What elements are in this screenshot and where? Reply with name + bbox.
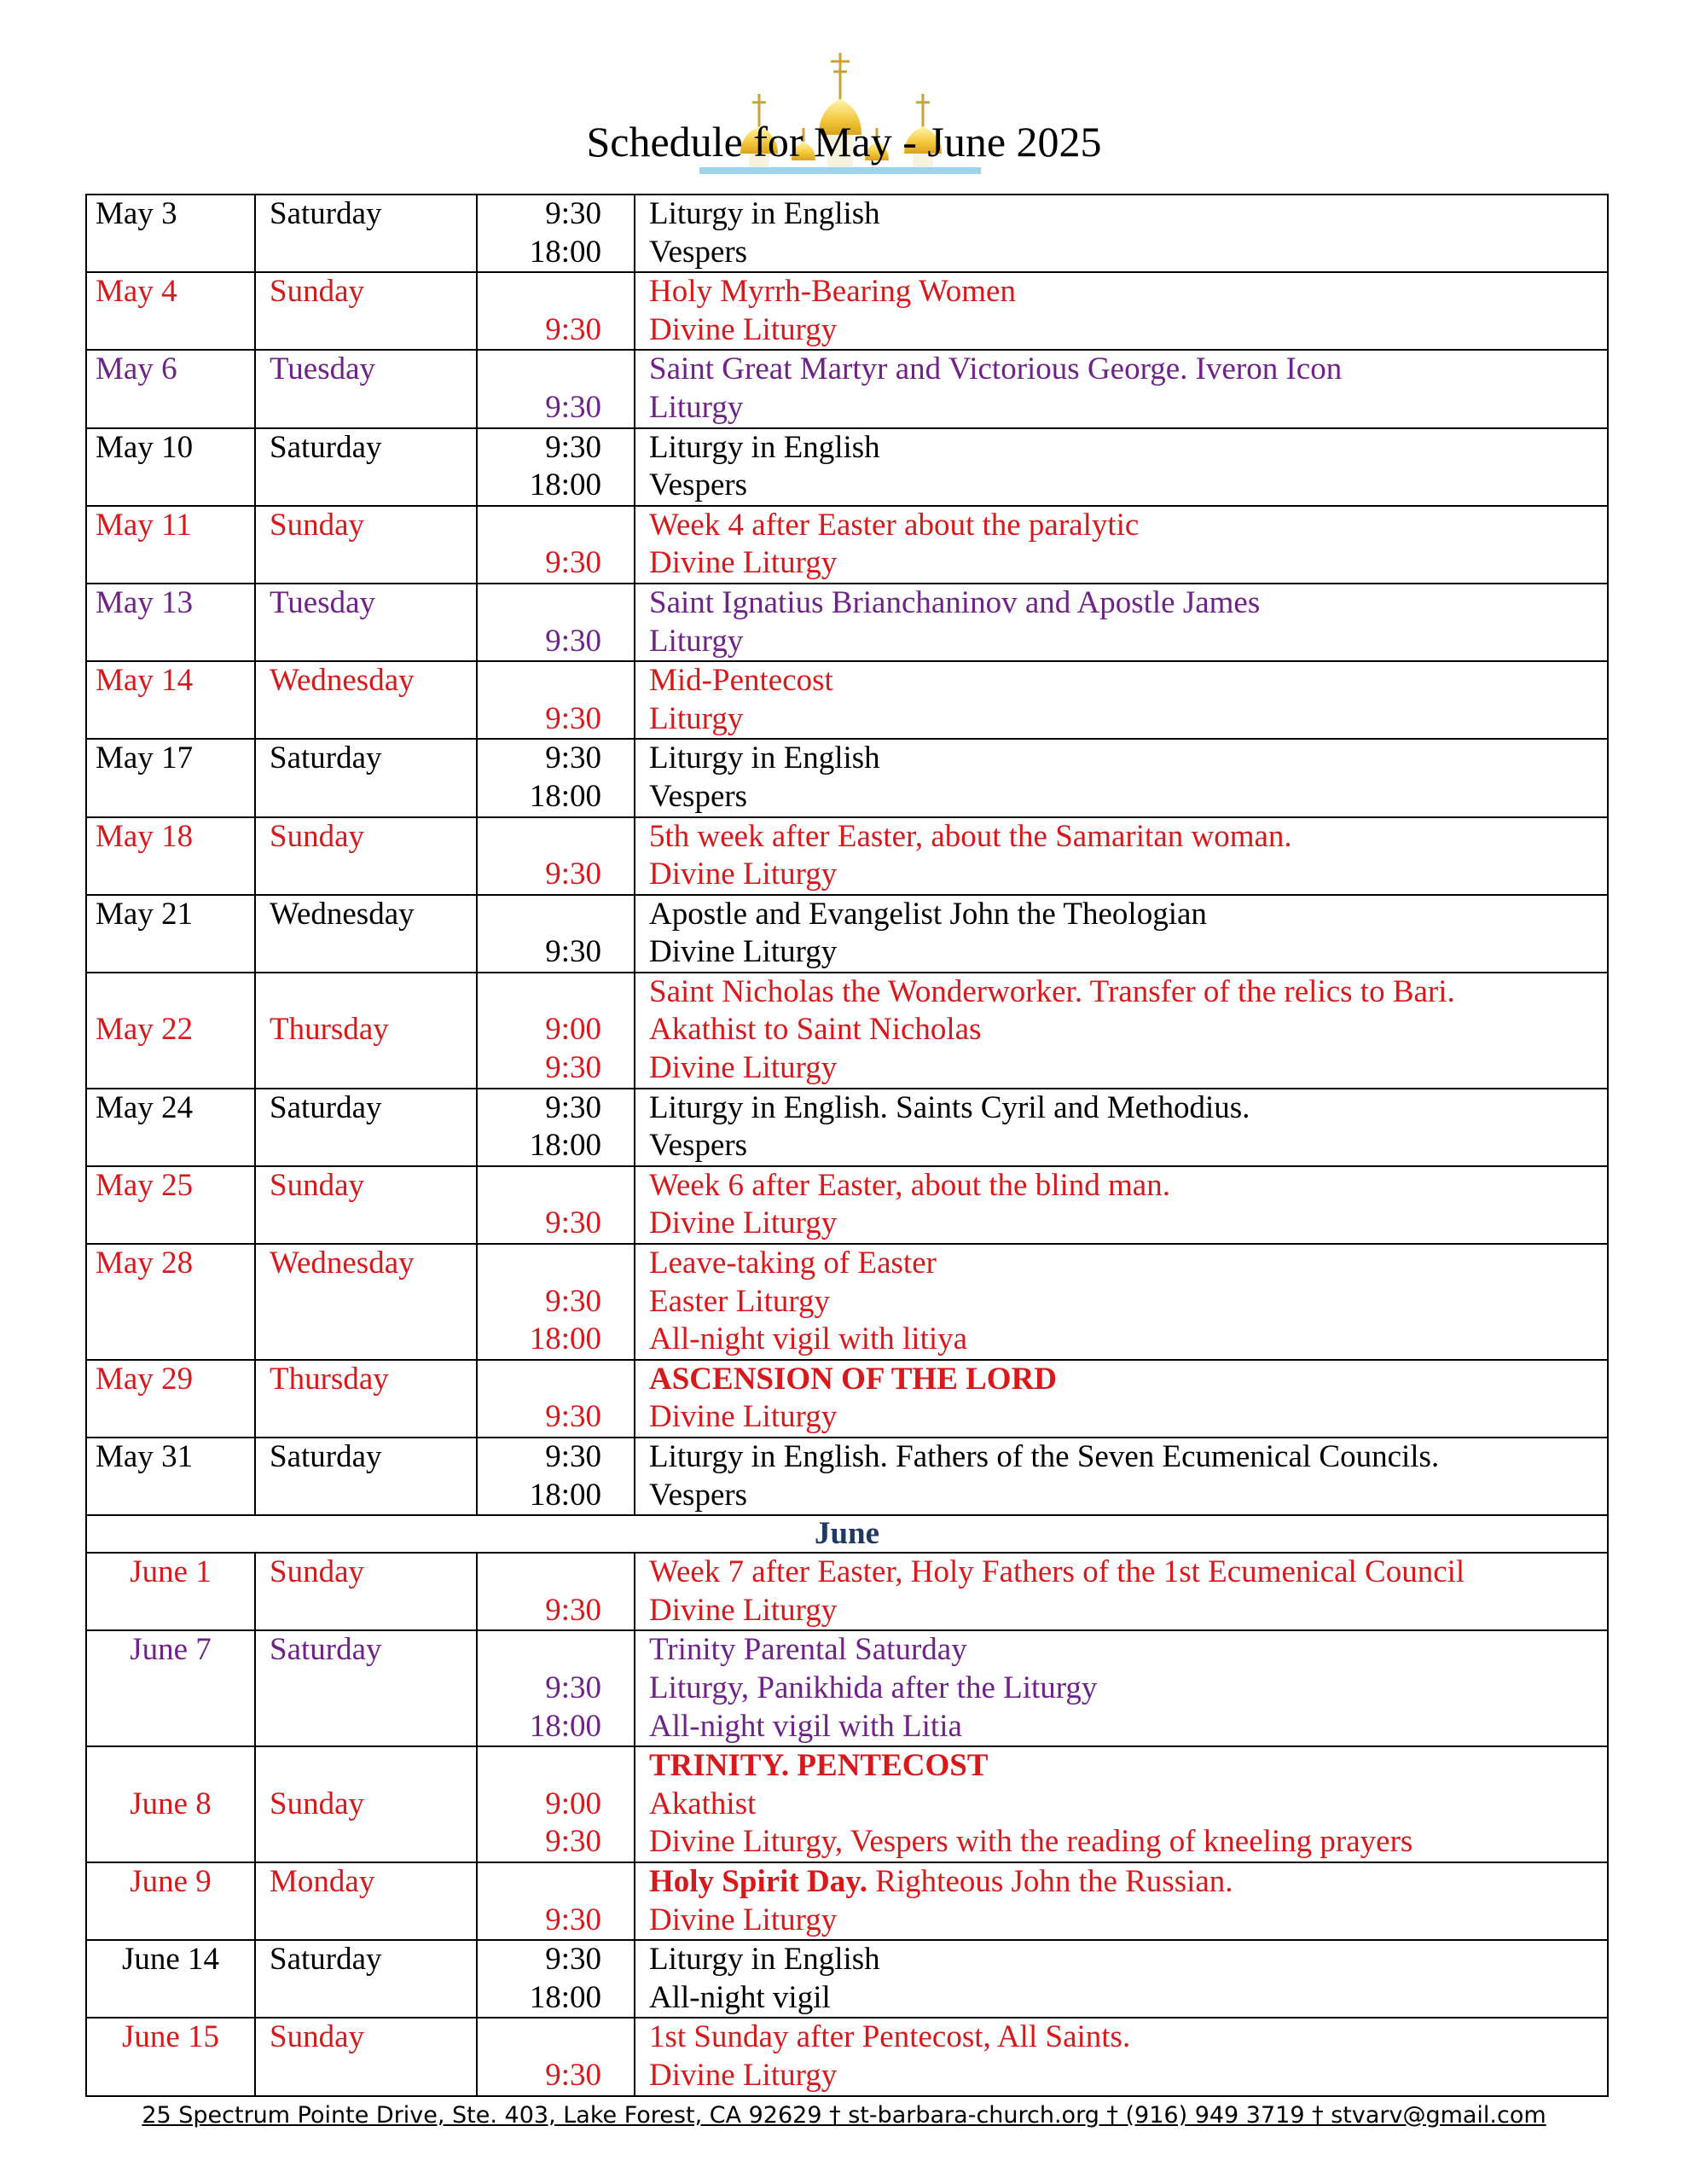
event-date: June 8 [130,1786,212,1821]
event-weekday-cell [255,1089,477,1166]
event-text: 5th week after Easter, about the Samaritan woman. [649,818,1292,854]
event-weekday-cell [255,350,477,427]
footer-contact: 25 Spectrum Pointe Drive, Ste. 403, Lake Forest, CA 92629 † st-barbara-church.org † (916) 949 3719 † stvarv@gmail.com [142,2102,1546,2129]
event-line [649,544,1607,583]
event-times-cell [477,817,635,895]
event-line [649,973,1607,1012]
event-times-cell [477,584,635,661]
event-weekday: Thursday [270,1361,389,1397]
event-text: Divine Liturgy, Vespers with the reading of kneeling prayers [649,1824,1413,1860]
event-line [649,1863,1607,1902]
event-times-cell [477,350,635,427]
event-line [649,1631,1607,1670]
schedule-row [86,739,1608,816]
event-times-cell [477,2018,635,2095]
event-time: 9:30 [545,1670,601,1705]
event-details-cell [635,584,1608,661]
event-line [649,273,1607,311]
event-date-cell [86,1244,255,1360]
event-weekday: Saturday [270,741,382,776]
event-time: 9:30 [545,196,601,231]
event-details-cell [635,1746,1608,1862]
page-title: Schedule for May - June 2025 [586,118,1102,166]
event-date: May 10 [96,429,194,465]
event-time: 9:30 [545,429,601,465]
event-date-cell [86,895,255,973]
event-line [649,1011,1607,1049]
event-line [649,662,1607,700]
event-text: Mid-Pentecost [649,663,833,699]
event-text: Liturgy [649,623,744,659]
event-text: Divine Liturgy [649,1902,838,1937]
schedule-row [86,661,1608,739]
event-times-cell [477,1553,635,1630]
event-time: 9:30 [545,1050,601,1086]
schedule-row [86,1166,1608,1244]
event-line [649,1708,1607,1746]
event-text: Vespers [649,234,748,270]
event-weekday-cell [255,2018,477,2095]
event-date-cell [86,428,255,506]
event-details-cell [635,1553,1608,1630]
event-details-cell [635,973,1608,1089]
schedule-row [86,2018,1608,2095]
event-times-cell [477,428,635,506]
event-weekday: Saturday [270,429,382,465]
event-text: Saint Great Martyr and Victorious George. Iveron Icon [649,351,1343,387]
event-line [649,1979,1607,2018]
event-times-cell [477,661,635,739]
event-weekday: Saturday [270,1942,382,1978]
event-line [649,856,1607,894]
event-times-cell [477,1630,635,1746]
event-line [649,740,1607,778]
event-date: June 1 [130,1554,212,1590]
event-line [649,1477,1607,1515]
event-weekday: Sunday [270,1786,364,1821]
event-weekday: Sunday [270,818,364,854]
event-time: 18:00 [529,1128,601,1164]
event-text: Vespers [649,1128,748,1164]
event-text: Liturgy in English [649,741,880,776]
event-line [649,1438,1607,1477]
event-date: May 4 [96,274,177,310]
event-text: Holy Myrrh-Bearing Women [649,274,1016,310]
event-time: 9:30 [545,1824,601,1860]
event-times-cell [477,1166,635,1244]
event-line [649,311,1607,350]
event-date-cell [86,272,255,350]
event-text: Divine Liturgy [649,545,838,581]
event-details-cell [635,661,1608,739]
event-times-cell [477,272,635,350]
event-text: Saint Ignatius Brianchaninov and Apostle James [649,584,1261,620]
schedule-row [86,1438,1608,1515]
event-text: Divine Liturgy [649,1592,838,1628]
schedule-row [86,428,1608,506]
event-date: May 29 [96,1361,194,1397]
event-details-cell [635,1940,1608,2018]
event-text: Easter Liturgy [649,1283,831,1319]
event-date-cell [86,350,255,427]
event-line [649,2057,1607,2095]
event-details-cell [635,2018,1608,2095]
month-heading: June [86,1515,1608,1553]
event-text: Divine Liturgy [649,2057,838,2093]
schedule-row [86,1244,1608,1360]
event-text: Divine Liturgy [649,311,838,347]
event-details-cell [635,272,1608,350]
event-time: 18:00 [529,778,601,814]
event-time: 9:30 [545,389,601,425]
event-times-cell [477,895,635,973]
event-text: Liturgy [649,389,744,425]
event-text: Divine Liturgy [649,1399,838,1435]
schedule-row [86,1360,1608,1438]
event-date-cell [86,1438,255,1515]
event-text: Liturgy in English [649,1942,880,1978]
event-line [649,1283,1607,1321]
event-line [649,234,1607,272]
event-date-cell [86,973,255,1089]
event-text: Saint Nicholas the Wonderworker. Transfer of the relics to Bari. [649,973,1455,1009]
event-date-cell [86,1630,255,1746]
event-weekday: Wednesday [270,1246,415,1281]
event-date: May 13 [96,584,194,620]
event-line [649,1554,1607,1592]
event-line [649,467,1607,505]
event-details-cell [635,895,1608,973]
event-time: 9:30 [545,1089,601,1125]
event-times-cell [477,1244,635,1360]
event-weekday: Sunday [270,1167,364,1203]
event-date-cell [86,195,255,272]
event-date-cell [86,1746,255,1862]
event-times-cell [477,1940,635,2018]
event-times-cell [477,1438,635,1515]
event-weekday-cell [255,661,477,739]
event-time: 9:30 [545,1283,601,1319]
event-date: May 11 [96,507,192,543]
schedule-row [86,506,1608,584]
event-text: Vespers [649,778,748,814]
event-time: 9:30 [545,1592,601,1628]
event-line [649,1205,1607,1243]
event-weekday-cell [255,1746,477,1862]
event-weekday-cell [255,739,477,816]
event-details-cell [635,1166,1608,1244]
event-time: 9:30 [545,700,601,736]
event-weekday: Wednesday [270,663,415,699]
schedule-row [86,195,1608,272]
event-date-cell [86,1553,255,1630]
event-line [649,1592,1607,1630]
event-details-cell [635,817,1608,895]
event-time: 18:00 [529,1321,601,1357]
event-time: 9:30 [545,1902,601,1937]
event-times-cell [477,1089,635,1166]
event-weekday-cell [255,817,477,895]
event-details-cell [635,739,1608,816]
event-text: Liturgy in English [649,429,880,465]
schedule-row [86,1746,1608,1862]
event-date: May 17 [96,741,194,776]
event-time: 9:30 [545,1439,601,1474]
event-highlight: ASCENSION OF THE LORD [649,1361,1058,1397]
event-line [649,1670,1607,1708]
event-date-cell [86,817,255,895]
event-line [649,1361,1607,1399]
event-weekday: Sunday [270,2019,364,2055]
event-text: Divine Liturgy [649,857,838,892]
schedule-row [86,272,1608,350]
event-weekday-cell [255,1630,477,1746]
event-date: May 18 [96,818,194,854]
event-weekday: Thursday [270,1012,389,1048]
event-line [649,1049,1607,1088]
event-text: Trinity Parental Saturday [649,1632,967,1668]
event-line [649,623,1607,661]
event-text: Divine Liturgy [649,1205,838,1241]
event-time: 9:30 [545,857,601,892]
event-date: June 15 [121,2019,220,2055]
event-date: June 9 [130,1863,212,1899]
event-date: May 14 [96,663,194,699]
event-date: June 7 [130,1632,212,1668]
event-line [649,1398,1607,1437]
event-date: May 31 [96,1439,194,1474]
event-details-cell [635,1244,1608,1360]
event-date-cell [86,1862,255,1940]
event-times-cell [477,1862,635,1940]
event-line [649,933,1607,972]
event-date-cell [86,1166,255,1244]
event-text: All-night vigil [649,1979,831,2015]
event-time: 9:30 [545,1205,601,1241]
event-text: Leave-taking of Easter [649,1246,937,1281]
event-details-cell [635,350,1608,427]
schedule-row [86,1630,1608,1746]
event-line [649,429,1607,468]
schedule-row [86,350,1608,427]
event-line [649,195,1607,234]
event-details-cell [635,1862,1608,1940]
event-text: Liturgy in English [649,196,880,231]
event-text: Liturgy [649,700,744,736]
event-weekday-cell [255,1438,477,1515]
event-weekday: Tuesday [270,584,376,620]
event-date-cell [86,584,255,661]
event-text: Vespers [649,1477,748,1513]
event-line [649,1941,1607,1979]
event-text: 1st Sunday after Pentecost, All Saints. [649,2019,1131,2055]
event-weekday-cell [255,1553,477,1630]
event-details-cell [635,1438,1608,1515]
event-time: 18:00 [529,1979,601,2015]
event-weekday-cell [255,1940,477,2018]
event-times-cell [477,739,635,816]
event-details-cell [635,1089,1608,1166]
event-times-cell [477,506,635,584]
event-text: Liturgy in English. Saints Cyril and Methodius. [649,1089,1250,1125]
event-weekday: Saturday [270,196,382,231]
event-weekday: Tuesday [270,351,376,387]
event-time: 9:30 [545,311,601,347]
event-line [649,507,1607,545]
event-time: 9:00 [545,1012,601,1048]
event-details-cell [635,1630,1608,1746]
event-time: 18:00 [529,1477,601,1513]
event-line [649,778,1607,816]
event-date: May 28 [96,1246,194,1281]
event-time: 9:30 [545,934,601,970]
event-date-cell [86,661,255,739]
event-text: Vespers [649,468,748,503]
event-time: 9:30 [545,545,601,581]
event-date: May 24 [96,1089,194,1125]
event-date-cell [86,739,255,816]
month-heading-row [86,1515,1608,1553]
event-weekday-cell [255,584,477,661]
event-details-cell [635,506,1608,584]
event-weekday: Sunday [270,507,364,543]
event-time: 18:00 [529,468,601,503]
event-line [649,1089,1607,1128]
event-line [649,2018,1607,2057]
event-text: Divine Liturgy [649,1050,838,1086]
event-weekday-cell [255,1166,477,1244]
event-time: 18:00 [529,234,601,270]
event-details-cell [635,428,1608,506]
event-line [649,584,1607,623]
event-text: Akathist to Saint Nicholas [649,1012,982,1048]
event-weekday-cell [255,506,477,584]
event-weekday-cell [255,973,477,1089]
event-time: 9:30 [545,741,601,776]
event-date: May 3 [96,196,177,231]
schedule-table [85,194,1609,2097]
schedule-row [86,1862,1608,1940]
schedule-row [86,895,1608,973]
event-text: All-night vigil with Litia [649,1708,962,1744]
event-weekday-cell [255,428,477,506]
event-weekday-cell [255,1862,477,1940]
event-date-cell [86,1089,255,1166]
event-date: June 14 [121,1942,220,1978]
event-line [649,700,1607,739]
event-line [649,1127,1607,1165]
event-line [649,389,1607,427]
event-weekday: Saturday [270,1089,382,1125]
event-weekday-cell [255,1244,477,1360]
event-text: Divine Liturgy [649,934,838,970]
event-text: Week 4 after Easter about the paralytic [649,507,1140,543]
event-weekday: Saturday [270,1439,382,1474]
event-times-cell [477,195,635,272]
event-weekday: Wednesday [270,896,415,932]
event-line [649,818,1607,857]
event-weekday-cell [255,895,477,973]
event-date-cell [86,1360,255,1438]
event-time: 9:30 [545,1399,601,1435]
event-line [649,1321,1607,1359]
event-time: 18:00 [529,1708,601,1744]
event-times-cell [477,1360,635,1438]
event-line [649,1747,1607,1786]
event-time: 9:30 [545,2057,601,2093]
event-line [649,1823,1607,1862]
event-highlight: Holy Spirit Day. [649,1863,867,1899]
event-text: Apostle and Evangelist John the Theologian [649,896,1207,932]
event-text: Liturgy in English. Fathers of the Seven Ecumenical Councils. [649,1439,1440,1474]
event-date: May 21 [96,896,194,932]
header [0,43,1688,196]
event-text: Liturgy, Panikhida after the Liturgy [649,1670,1098,1705]
event-times-cell [477,1746,635,1862]
event-text: Week 7 after Easter, Holy Fathers of the 1st Ecumenical Council [649,1554,1465,1590]
event-details-cell [635,195,1608,272]
schedule-row [86,1089,1608,1166]
event-date-cell [86,2018,255,2095]
event-line [649,1167,1607,1205]
event-weekday: Saturday [270,1632,382,1668]
event-times-cell [477,973,635,1089]
event-weekday: Sunday [270,274,364,310]
event-date: May 6 [96,351,177,387]
schedule-row [86,973,1608,1089]
event-line [649,1902,1607,1940]
event-text: Week 6 after Easter, about the blind man. [649,1167,1170,1203]
event-time: 9:30 [545,1942,601,1978]
event-date: May 22 [96,1012,194,1048]
event-highlight: TRINITY. PENTECOST [649,1748,989,1784]
schedule-row [86,1940,1608,2018]
event-text: Akathist [649,1786,757,1821]
event-line [649,896,1607,934]
event-date-cell [86,506,255,584]
event-weekday-cell [255,272,477,350]
event-line [649,1786,1607,1824]
event-time: 9:00 [545,1786,601,1821]
event-date-cell [86,1940,255,2018]
event-text: Righteous John the Russian. [867,1863,1233,1899]
event-details-cell [635,1360,1608,1438]
event-text: All-night vigil with litiya [649,1321,968,1357]
schedule-row [86,1553,1608,1630]
event-time: 9:30 [545,623,601,659]
event-date: May 25 [96,1167,194,1203]
event-line [649,351,1607,389]
event-weekday: Sunday [270,1554,364,1590]
event-line [649,1245,1607,1283]
schedule-row [86,584,1608,661]
schedule-row [86,817,1608,895]
event-weekday-cell [255,195,477,272]
event-weekday-cell [255,1360,477,1438]
event-weekday: Monday [270,1863,375,1899]
